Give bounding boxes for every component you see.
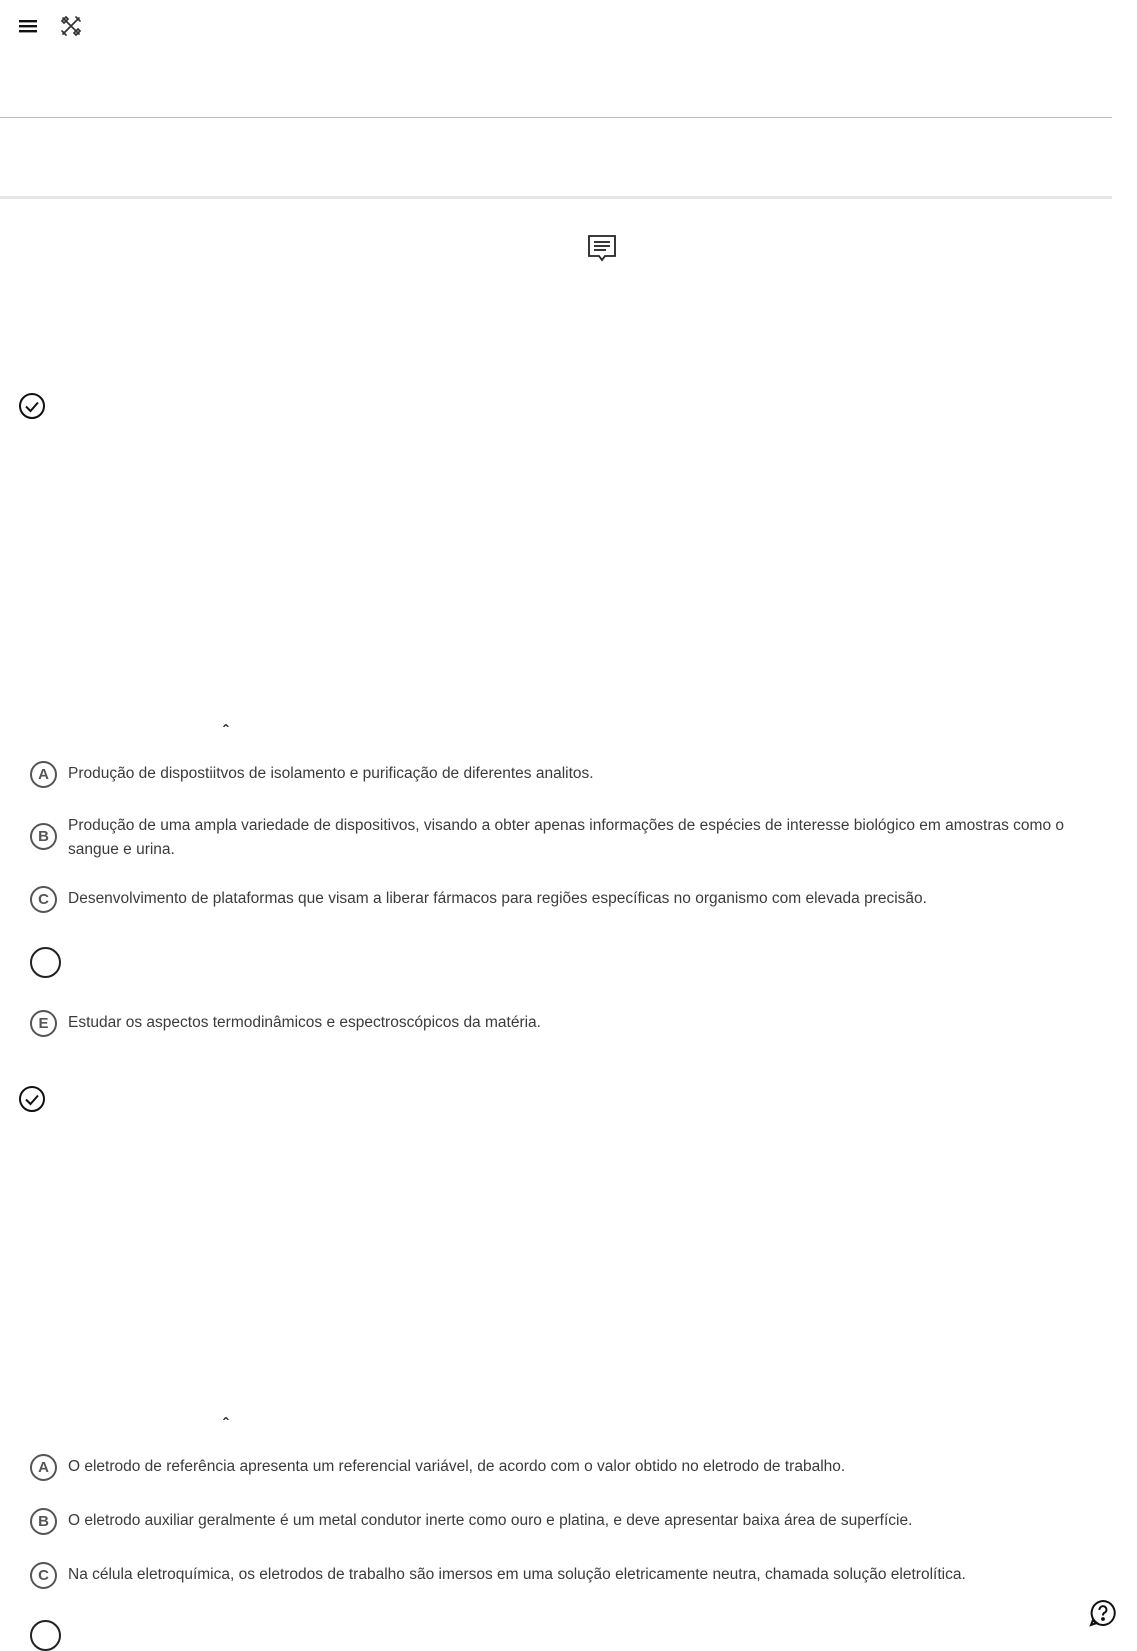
option-letter: A (30, 761, 57, 788)
option-e[interactable] (30, 1010, 1080, 1037)
option-a[interactable] (30, 761, 1080, 788)
option-letter: A (30, 1454, 57, 1481)
option-b[interactable] (30, 1508, 1080, 1535)
option-text: O eletrodo de referência apresenta um referencial variável, de acordo com o valor obtido no eletrodo de trabalho. (68, 1458, 846, 1475)
header-divider (0, 117, 1112, 118)
option-c[interactable] (30, 1562, 1080, 1589)
option-a[interactable] (30, 1454, 1080, 1481)
option-b[interactable] (30, 813, 1080, 862)
option-text: Produção de dispostiitvos de isolamento e purificação de diferentes analitos. (68, 765, 594, 782)
option-d[interactable] (30, 1620, 61, 1651)
option-letter: C (30, 1562, 57, 1589)
option-text: Desenvolvimento de plataformas que visam a liberar fármacos para regiões específicas no organismo com elevada precisão. (68, 890, 927, 907)
option-letter: B (30, 823, 57, 850)
help-icon[interactable] (1088, 1598, 1118, 1628)
option-letter (30, 947, 61, 978)
check-circle-icon (18, 392, 46, 420)
option-letter: B (30, 1508, 57, 1535)
collapse-button[interactable]: ˆ (223, 723, 229, 740)
option-d[interactable] (30, 947, 1080, 978)
menu-icon[interactable] (16, 14, 40, 38)
option-text: O eletrodo auxiliar geralmente é um metal condutor inerte como ouro e platina, e deve apresentar baixa área de superfície. (68, 1512, 913, 1529)
option-text: Na célula eletroquímica, os eletrodos de trabalho são imersos em uma solução eletricamente neutra, chamada solução eletrolítica. (68, 1566, 966, 1583)
option-letter: C (30, 886, 57, 913)
option-text: Estudar os aspectos termodinâmicos e espectroscópicos da matéria. (68, 1014, 541, 1031)
option-letter: E (30, 1010, 57, 1037)
option-c[interactable] (30, 886, 1080, 913)
check-circle-icon (18, 1085, 46, 1113)
collapse-button[interactable]: ˆ (223, 1416, 229, 1433)
section-divider (0, 196, 1112, 199)
option-text: Produção de uma ampla variedade de dispositivos, visando a obter apenas informações de espécies de interesse biológico em amostras como o sangue e urina. (68, 817, 1065, 858)
tools-icon[interactable] (59, 14, 83, 38)
comment-icon[interactable] (587, 233, 617, 263)
